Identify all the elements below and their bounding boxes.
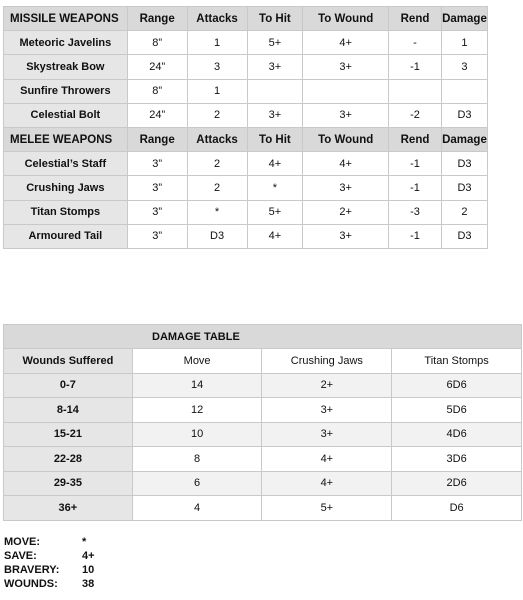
stat-value: 38 [82,578,95,590]
range-header: Range [127,7,187,31]
to-hit-value: 5+ [247,200,303,224]
table-row [4,176,488,200]
rend-value [389,79,442,103]
attacks-value: 1 [187,31,247,55]
move-value: 8 [132,447,262,472]
weapon-name: Celestial Bolt [4,103,128,127]
damage-value: 3 [441,55,487,79]
wounds-suffered-header: Wounds Suffered [4,349,133,374]
move-value: 6 [132,471,262,496]
attacks-header: Attacks [187,127,247,151]
damage-value: D3 [441,152,487,176]
attacks-value: 1 [187,79,247,103]
damage-value: 2 [441,200,487,224]
damage-value: D3 [441,103,487,127]
stat-save [4,549,95,563]
range-value: 8” [127,79,187,103]
table-row [4,224,488,248]
attacks-header: Attacks [187,7,247,31]
damage-value: 1 [441,31,487,55]
damage-value: D3 [441,224,487,248]
wounds-range: 29-35 [4,471,133,496]
move-value: 4 [132,496,262,521]
table-row [4,447,522,472]
missile-weapons-header: MISSILE WEAPONS [4,7,128,31]
titan-stomps-value: 3D6 [392,447,522,472]
table-row [4,200,488,224]
wounds-range: 0-7 [4,373,133,398]
stat-wounds [4,577,95,591]
range-value: 24” [127,103,187,127]
stat-label: MOVE: [4,536,41,548]
weapon-name: Skystreak Bow [4,55,128,79]
to-hit-value: 4+ [247,224,303,248]
crushing-jaws-value: 2+ [262,373,392,398]
wounds-range: 15-21 [4,422,133,447]
wounds-range: 8-14 [4,398,133,423]
damage-value: D3 [441,176,487,200]
to-wound-value: 3+ [303,176,389,200]
to-wound-header: To Wound [303,127,389,151]
weapon-name: Crushing Jaws [4,176,128,200]
to-hit-value [247,79,303,103]
weapon-name: Celestial’s Staff [4,152,128,176]
table-row [4,55,488,79]
to-hit-value: 5+ [247,31,303,55]
stat-value: 10 [82,564,95,576]
titan-stomps-value: 2D6 [392,471,522,496]
weapon-name: Meteoric Javelins [4,31,128,55]
wounds-range: 22-28 [4,447,133,472]
to-hit-header: To Hit [247,127,303,151]
damage-header: Damage [441,7,487,31]
to-wound-value [303,79,389,103]
attacks-value: 2 [187,152,247,176]
stat-value: 4+ [82,550,95,562]
table-row [4,31,488,55]
move-value: 12 [132,398,262,423]
to-hit-value: 3+ [247,55,303,79]
rend-header: Rend [389,7,442,31]
missile-header-row [4,7,488,31]
stat-label: BRAVERY: [4,564,60,576]
attacks-value: * [187,200,247,224]
rend-value: -1 [389,176,442,200]
rend-value: -1 [389,152,442,176]
melee-header-row [4,127,488,151]
to-wound-value: 4+ [303,152,389,176]
table-row [4,422,522,447]
range-header: Range [127,127,187,151]
range-value: 8” [127,31,187,55]
damage-table-title-row [4,325,522,349]
table-row [4,373,522,398]
attacks-value: 2 [187,103,247,127]
move-value: 10 [132,422,262,447]
to-wound-value: 2+ [303,200,389,224]
rend-value: -2 [389,103,442,127]
crushing-jaws-value: 4+ [262,471,392,496]
table-row [4,152,488,176]
range-value: 3” [127,224,187,248]
table-row [4,496,522,521]
stat-bravery [4,563,95,577]
crushing-jaws-value: 4+ [262,447,392,472]
damage-table [3,324,522,521]
weapon-name: Titan Stomps [4,200,128,224]
range-value: 24” [127,55,187,79]
damage-table-title: DAMAGE TABLE [4,325,522,349]
damage-value [441,79,487,103]
move-value: 14 [132,373,262,398]
weapons-table [3,6,488,249]
stat-value: * [82,536,87,548]
crushing-jaws-header: Crushing Jaws [262,349,392,374]
attacks-value: 3 [187,55,247,79]
damage-header: Damage [441,127,487,151]
to-wound-value: 3+ [303,224,389,248]
range-value: 3” [127,200,187,224]
stat-label: WOUNDS: [4,578,58,590]
crushing-jaws-value: 3+ [262,422,392,447]
table-row [4,79,488,103]
attacks-value: 2 [187,176,247,200]
crushing-jaws-value: 3+ [262,398,392,423]
weapon-name: Armoured Tail [4,224,128,248]
titan-stomps-value: 4D6 [392,422,522,447]
range-value: 3” [127,176,187,200]
titan-stomps-value: 6D6 [392,373,522,398]
stat-block [4,535,95,591]
titan-stomps-value: D6 [392,496,522,521]
wounds-range: 36+ [4,496,133,521]
rend-value: -1 [389,55,442,79]
rend-header: Rend [389,127,442,151]
to-wound-value: 4+ [303,31,389,55]
to-wound-value: 3+ [303,103,389,127]
weapon-name: Sunfire Throwers [4,79,128,103]
to-wound-value: 3+ [303,55,389,79]
table-row [4,471,522,496]
attacks-value: D3 [187,224,247,248]
table-row [4,103,488,127]
titan-stomps-header: Titan Stomps [392,349,522,374]
to-hit-value: 4+ [247,152,303,176]
range-value: 3” [127,152,187,176]
rend-value: -3 [389,200,442,224]
melee-weapons-header: MELEE WEAPONS [4,127,128,151]
to-wound-header: To Wound [303,7,389,31]
crushing-jaws-value: 5+ [262,496,392,521]
move-header: Move [132,349,262,374]
rend-value: - [389,31,442,55]
stat-label: SAVE: [4,550,37,562]
to-hit-header: To Hit [247,7,303,31]
rend-value: -1 [389,224,442,248]
table-row [4,398,522,423]
damage-header-row [4,349,522,374]
stat-move [4,535,95,549]
titan-stomps-value: 5D6 [392,398,522,423]
to-hit-value: 3+ [247,103,303,127]
to-hit-value: * [247,176,303,200]
